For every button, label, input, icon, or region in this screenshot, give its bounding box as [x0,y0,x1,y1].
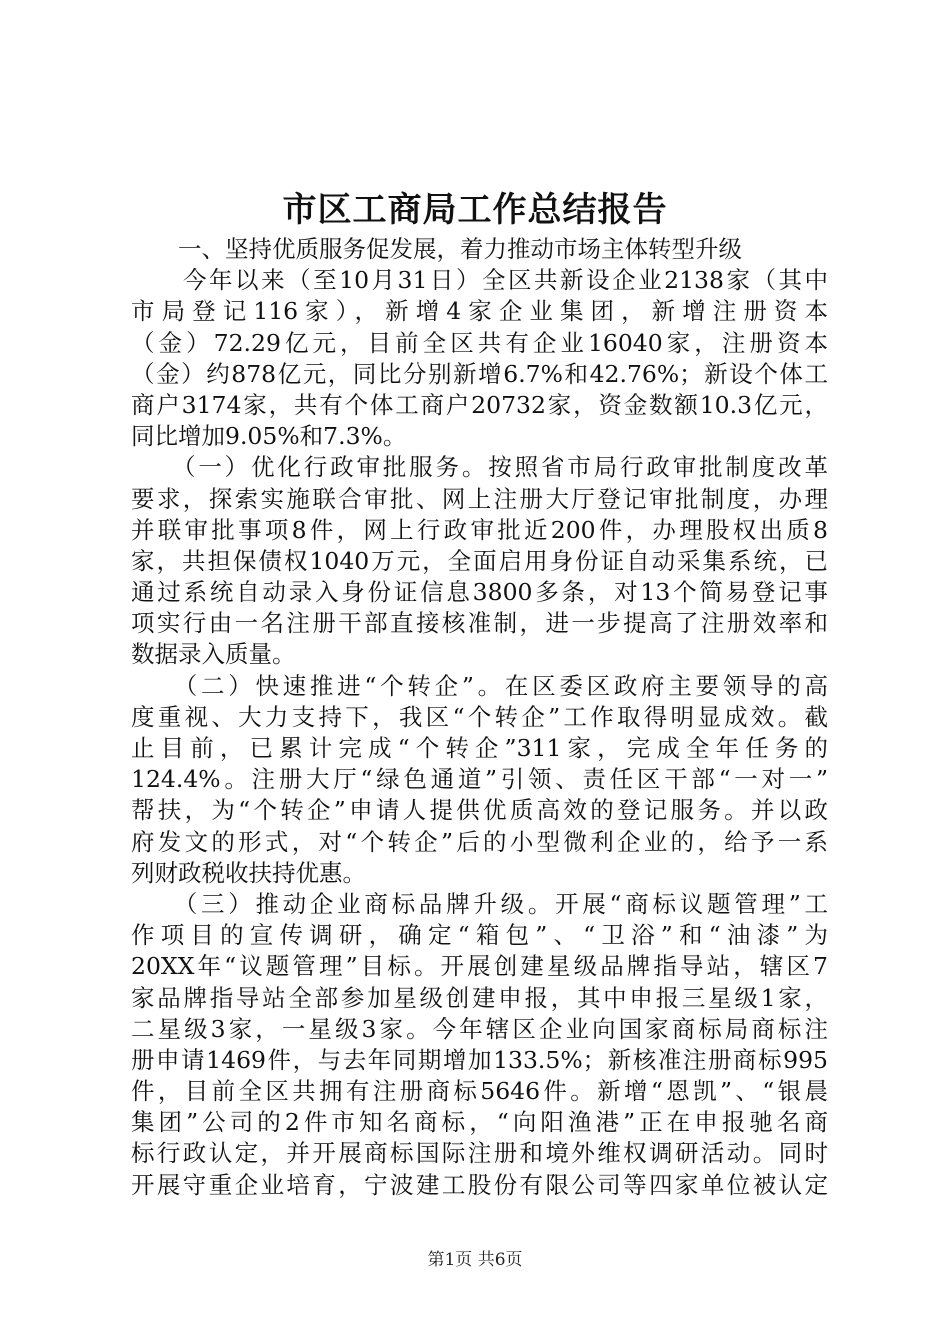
text-line: （三）推动企业商标品牌升级。开展“商标议题管理”工 [131,889,828,918]
text-line: 集团”公司的2件市知名商标，“向阳渔港”正在申报驰名商 [131,1108,828,1137]
text-line: 帮扶，为“个转企”申请人提供优质高效的登记服务。并以政 [131,796,828,825]
text-line: 二星级3家，一星级3家。今年辖区企业向国家商标局商标注 [131,1014,828,1043]
text-line: 市局登记116家），新增4家企业集团，新增注册资本 [131,297,828,326]
text-line: 家品牌指导站全部参加星级创建申报，其中申报三星级1家， [131,983,828,1012]
text-line: 同比增加9.05%和7.3%。 [131,422,407,451]
text-line: 件，目前全区共拥有注册商标5646件。新增“恩凯”、“银晨 [131,1077,828,1106]
text-line: 开展守重企业培育，宁波建工股份有限公司等四家单位被认定 [131,1170,828,1199]
page-footer: 第1页 共6页 [427,1250,523,1270]
text-line: 止目前，已累计完成“个转企”311家，完成全年任务的 [131,734,828,762]
document-body [131,234,828,1201]
text-line: 要求，探索实施联合审批、网上注册大厅登记审批制度，办理 [131,484,828,513]
text-line: 府发文的形式，对“个转企”后的小型微利企业的，给予一系 [131,827,828,856]
text-line: （一）优化行政审批服务。按照省市局行政审批制度改革 [131,453,828,482]
text-line: 一、坚持优质服务促发展，着力推动市场主体转型升级 [131,235,742,263]
text-line: 标行政认定，并开展商标国际注册和境外维权调研活动。同时 [131,1139,828,1168]
text-line: 项实行由一名注册干部直接核准制，进一步提高了注册效率和 [131,609,828,638]
text-line: 作项目的宣传调研，确定“箱包”、“卫浴”和“油漆”为 [131,921,828,950]
text-line: 20XX年“议题管理”目标。开展创建星级品牌指导站，辖区7 [131,952,828,981]
text-line: 列财政税收扶持优惠。 [131,858,366,887]
text-line: 124.4%。注册大厅“绿色通道”引领、责任区干部“一对一” [131,765,828,794]
text-line: （金）72.29亿元，目前全区共有企业16040家，注册资本 [131,328,828,357]
text-line: （二）快速推进“个转企”。在区委区政府主要领导的高 [131,671,828,700]
text-line: 家，共担保债权1040万元，全面启用身份证自动采集系统，已 [131,546,828,575]
text-line: 今年以来（至10月31日）全区共新设企业2138家（其中 [131,266,828,295]
text-line: 通过系统自动录入身份证信息3800多条，对13个简易登记事 [131,578,828,607]
text-line: 册申请1469件，与去年同期增加133.5%；新核准注册商标995 [131,1045,828,1074]
text-line: 并联审批事项8件，网上行政审批近200件，办理股权出质8 [131,515,828,544]
text-line: 商户3174家，共有个体工商户20732家，资金数额10.3亿元， [131,390,828,419]
document-title: 市区工商局工作总结报告 [282,190,668,230]
text-line: 度重视、大力支持下，我区“个转企”工作取得明显成效。截 [131,702,828,731]
text-line: （金）约878亿元，同比分别新增6.7%和42.76%；新设个体工 [131,359,828,388]
text-line: 数据录入质量。 [131,640,296,669]
